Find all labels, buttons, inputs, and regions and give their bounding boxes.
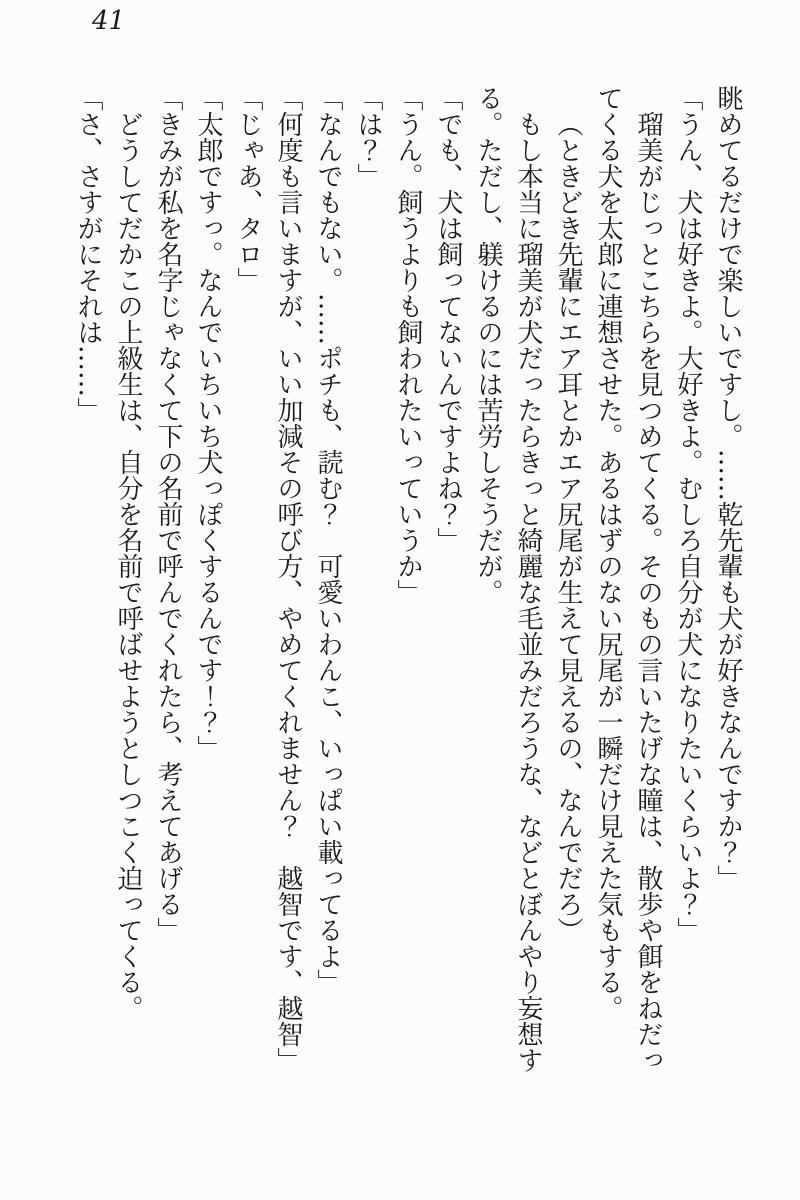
paragraph: 眺めてるだけで楽しいですし。……乾先輩も犬が好きなんですか？」: [713, 85, 743, 891]
paragraph: 「さ、さすがにそれは……」: [73, 85, 103, 423]
paragraph: （ときどき先輩にエア耳とかエア尻尾が生えて見えるの、なんでだろ）: [553, 111, 583, 943]
paragraph: 「きみが私を名字じゃなくて下の名前で呼んでくれたら、考えてあげる」: [153, 85, 183, 943]
paragraph: 「は？」: [353, 85, 383, 189]
paragraph: 「でも、犬は飼ってないんですよね？」: [433, 85, 463, 553]
paragraph: 「うん。飼うよりも飼われたいっていうか」: [393, 85, 423, 605]
paragraph: もし本当に瑠美が犬だったらきっと綺麗な毛並みだろうな、などとぼんやり妄想する。ただし、躾けるのには苦労しそうだが。: [473, 85, 543, 1073]
body-text: [68, 85, 748, 1075]
paragraph: 「何度も言いますが、いい加減その呼び方、やめてくれません？ 越智です、越智」: [273, 85, 303, 1073]
paragraph: 瑠美がじっとこちらを見つめてくる。そのもの言いたげな瞳は、散歩や餌をねだってくる犬を太郎に連想させた。あるはずのない尻尾が一瞬だけ見えた気もする。: [593, 85, 663, 1073]
paragraph: 「なんでもない。……ポチも、読む？ 可愛いわんこ、いっぱい載ってるよ」: [313, 85, 343, 995]
paragraph: 「太郎ですっ。なんでいちいち犬っぽくするんです！？」: [193, 85, 223, 761]
paragraph: 「じゃあ、タロ」: [233, 85, 263, 293]
paragraph: どうしてだかこの上級生は、自分を名前で呼ばせようとしつこく迫ってくる。: [113, 111, 143, 1021]
page-number: 41: [92, 6, 126, 36]
paragraph: 「うん、犬は好きよ。大好きよ。むしろ自分が犬になりたいくらいよ？」: [673, 85, 703, 943]
